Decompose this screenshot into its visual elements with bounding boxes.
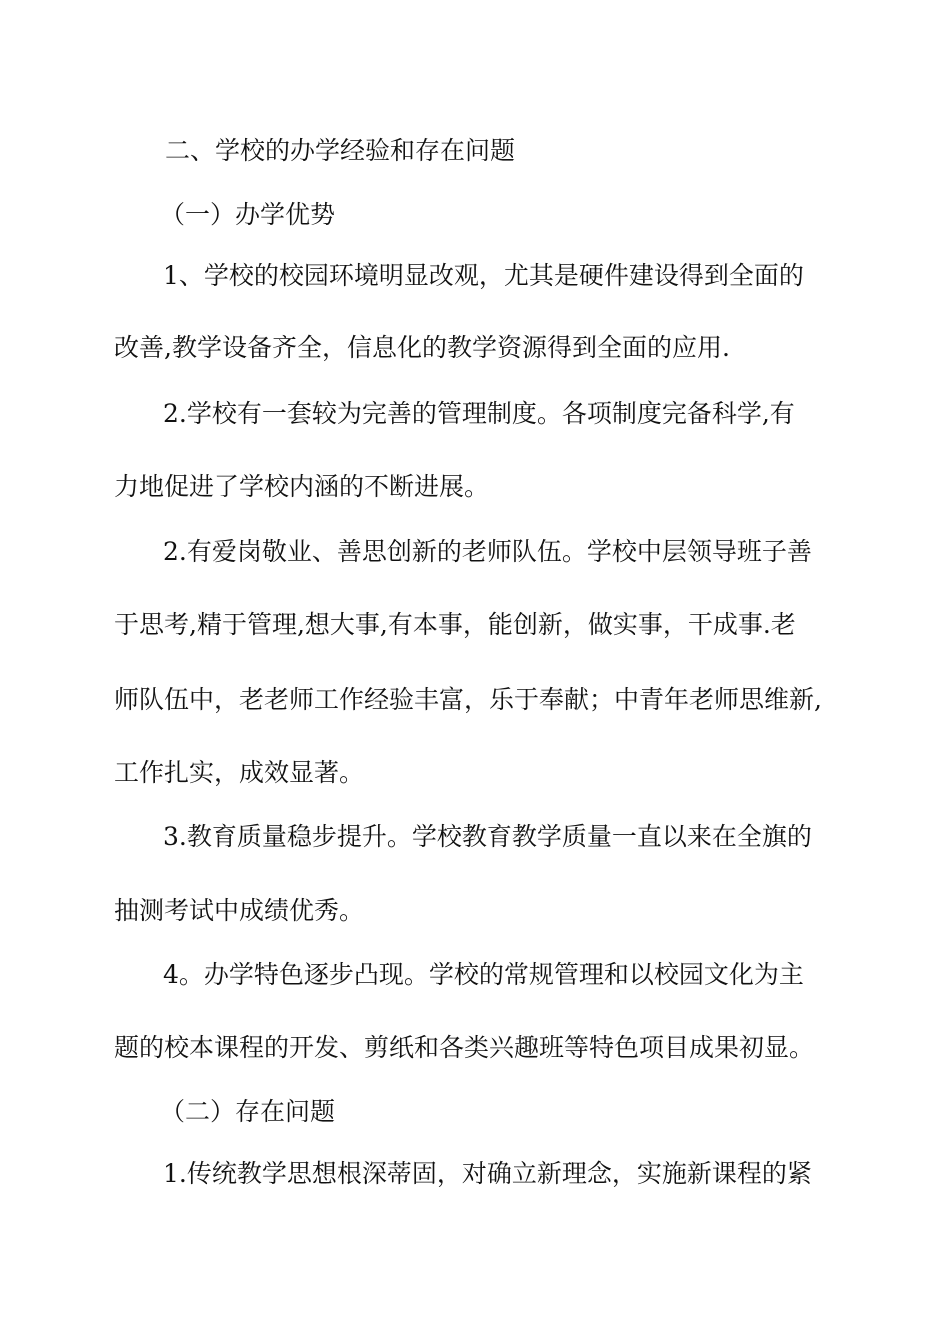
paragraph-line: 工作扎实，成效显著。 [114,758,365,787]
paragraph-line: 于思考,精于管理,想大事,有本事，能创新，做实事，干成事.老 [114,610,796,639]
paragraph-line: 2.学校有一套较为完善的管理制度。各项制度完备科学,有 [163,399,795,428]
sub-heading-advantages: （一）办学优势 [160,200,336,229]
paragraph-line: 抽测考试中成绩优秀。 [114,896,365,925]
paragraph-line: 题的校本课程的开发、剪纸和各类兴趣班等特色项目成果初显。 [114,1033,815,1062]
paragraph-line: 1、学校的校园环境明显改观，尤其是硬件建设得到全面的 [163,261,804,290]
paragraph-line: 师队伍中，老老师工作经验丰富，乐于奉献；中青年老师思维新, [114,685,822,714]
section-title: 二、学校的办学经验和存在问题 [165,136,516,165]
paragraph-line: 4。办学特色逐步凸现。学校的常规管理和以校园文化为主 [163,960,804,989]
sub-heading-problems: （二）存在问题 [160,1097,336,1126]
paragraph-line: 3.教育质量稳步提升。学校教育教学质量一直以来在全旗的 [163,822,812,851]
paragraph-line: 改善,教学设备齐全，信息化的教学资源得到全面的应用. [114,333,730,362]
paragraph-line: 1.传统教学思想根深蒂固，对确立新理念，实施新课程的紧 [163,1159,812,1188]
paragraph-line: 2.有爱岗敬业、善思创新的老师队伍。学校中层领导班子善 [163,537,812,566]
paragraph-line: 力地促进了学校内涵的不断进展。 [114,472,490,501]
